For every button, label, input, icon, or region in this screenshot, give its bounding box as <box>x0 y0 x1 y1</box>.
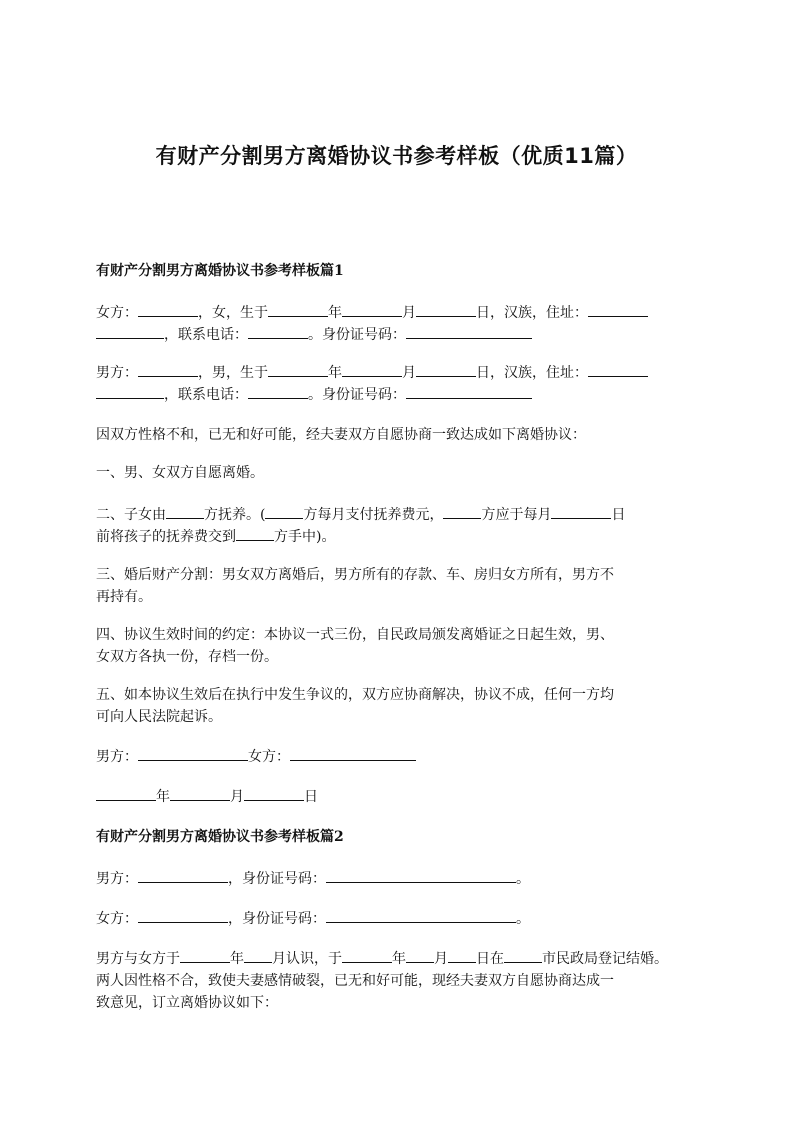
marriage-paragraph: 男方与女方于 年 月认识，于 年 月 日在 市民政局登记结婚。 两人因性格不合，致使夫妻感情破裂，已无和好可能，现经夫妻双方自愿协商达成一 致意见，订立离婚协议如下： <box>96 948 706 1014</box>
section-heading-1: 有财产分割男方离婚协议书参考样板篇1 <box>96 263 344 279</box>
section-heading-2: 有财产分割男方离婚协议书参考样板篇2 <box>96 829 344 845</box>
clause-2: 二、子女由 方抚养。( 方每月支付抚养费元， 方应于每月 日 前将孩子的抚养费交到 方手中)。 <box>96 504 706 548</box>
clause-5: 五、如本协议生效后在执行中发生争议的，双方应协商解决，协议不成，任何一方均 可向人民法院起诉。 <box>96 687 614 725</box>
intro-paragraph: 因双方性格不和，已无和好可能，经夫妻双方自愿协商一致达成如下离婚协议： <box>96 427 586 443</box>
clause-4: 四、协议生效时间的约定：本协议一式三份，自民政局颁发离婚证之日起生效，男、 女双方各执一份，存档一份。 <box>96 627 614 665</box>
female-info-line: 女方： ，女，生于 年 月 日，汉族，住址： ，联系电话： 。身份证号码： <box>96 302 706 346</box>
male-info-line: 男方： ，男，生于 年 月 日，汉族，住址： ，联系电话： 。身份证号码： <box>96 362 706 406</box>
clause-1: 一、男、女双方自愿离婚。 <box>96 465 264 481</box>
signature-line: 男方： 女方： <box>96 746 706 768</box>
clause-3: 三、婚后财产分割：男女双方离婚后，男方所有的存款、车、房归女方所有，男方不 再持有。 <box>96 567 614 605</box>
female-id-line: 女方： ，身份证号码： 。 <box>96 908 706 930</box>
date-line: 年 月 日 <box>96 786 706 808</box>
document-title: 有财产分割男方离婚协议书参考样板（优质11篇） <box>155 144 638 168</box>
male-id-line: 男方： ，身份证号码： 。 <box>96 868 706 890</box>
